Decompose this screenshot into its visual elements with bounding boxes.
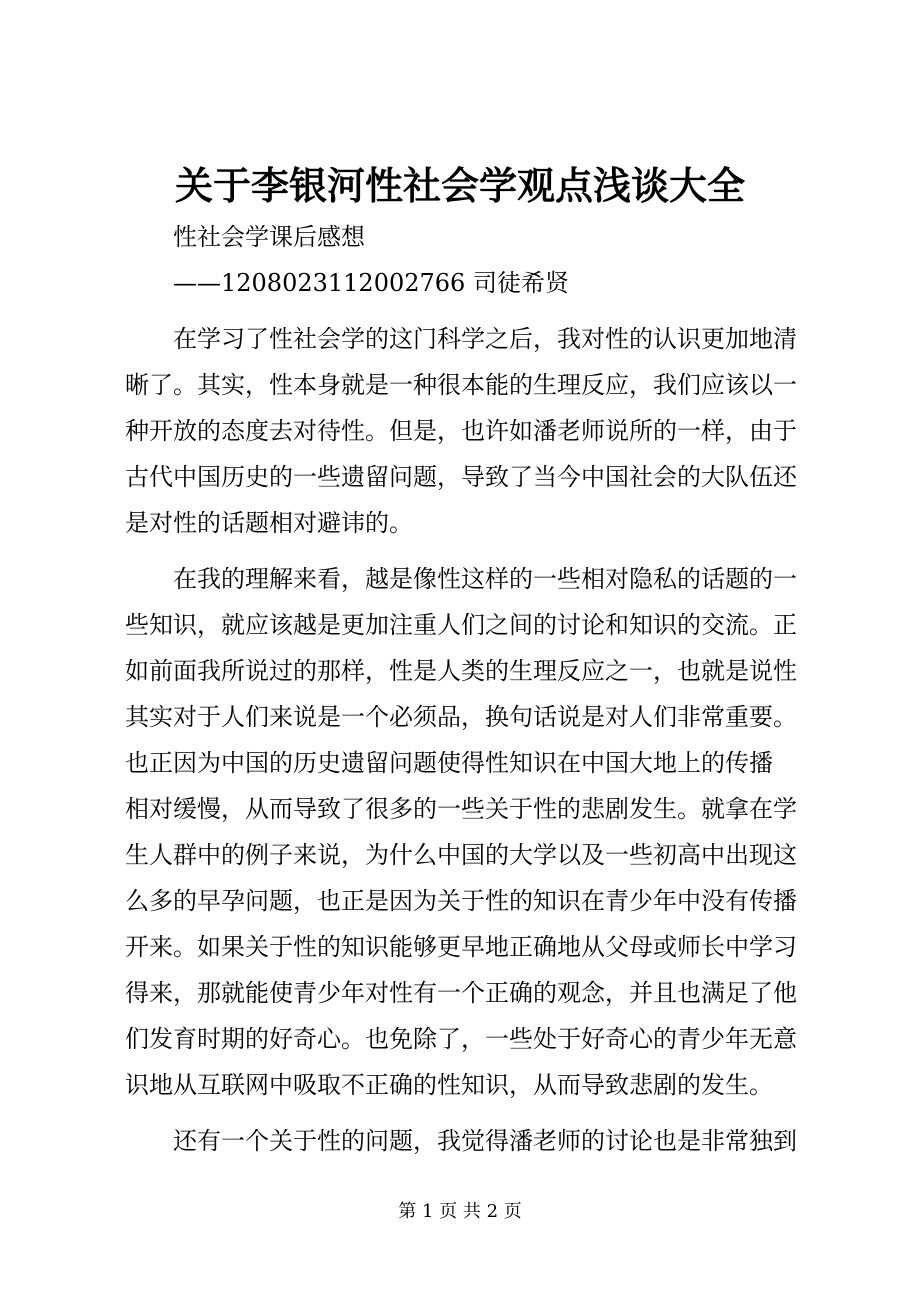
paragraph-line: 种开放的态度去对待性。但是，也许如潘老师说所的一样，由于 <box>125 417 797 445</box>
subtitle: 性社会学课后感想 <box>173 223 365 251</box>
paragraph-line: 晰了。其实，性本身就是一种很本能的生理反应，我们应该以一 <box>125 371 797 399</box>
paragraph-line: 也正因为中国的历史遗留问题使得性知识在中国大地上的传播 <box>125 749 773 777</box>
author-line: ——1208023112002766 司徒希贤 <box>173 269 569 297</box>
paragraph-line: 们发育时期的好奇心。也免除了，一些处于好奇心的青少年无意 <box>125 1025 797 1053</box>
paragraph-line: 古代中国历史的一些遗留问题，导致了当今中国社会的大队伍还 <box>125 463 797 491</box>
paragraph-line: 生人群中的例子来说，为什么中国的大学以及一些初高中出现这 <box>125 841 797 869</box>
paragraph-line: 相对缓慢，从而导致了很多的一些关于性的悲剧发生。就拿在学 <box>125 795 797 823</box>
paragraph-3 <box>125 1118 805 1164</box>
page-number: 第 1 页 共 2 页 <box>398 1201 522 1222</box>
paragraph-line: 如前面我所说过的那样，性是人类的生理反应之一，也就是说性 <box>125 657 797 685</box>
paragraph-line: 在学习了性社会学的这门科学之后，我对性的认识更加地清 <box>173 325 797 353</box>
paragraph-line: 是对性的话题相对避讳的。 <box>125 509 413 537</box>
paragraph-line: 些知识，就应该越是更加注重人们之间的讨论和知识的交流。正 <box>125 611 797 639</box>
paragraph-1 <box>125 316 805 546</box>
document-title: 关于李银河性社会学观点浅谈大全 <box>174 163 745 208</box>
paragraph-line: 识地从互联网中吸取不正确的性知识，从而导致悲剧的发生。 <box>125 1071 773 1099</box>
paragraph-line: 还有一个关于性的问题，我觉得潘老师的讨论也是非常独到 <box>173 1127 797 1155</box>
paragraph-line: 在我的理解来看，越是像性这样的一些相对隐私的话题的一 <box>173 565 797 593</box>
paragraph-line: 么多的早孕问题，也正是因为关于性的知识在青少年中没有传播 <box>125 887 797 915</box>
paragraph-line: 开来。如果关于性的知识能够更早地正确地从父母或师长中学习 <box>125 933 797 961</box>
paragraph-line: 其实对于人们来说是一个必须品，换句话说是对人们非常重要。 <box>125 703 797 731</box>
paragraph-line: 得来，那就能使青少年对性有一个正确的观念，并且也满足了他 <box>125 979 797 1007</box>
paragraph-2 <box>125 556 805 1108</box>
document-body <box>125 214 805 1164</box>
